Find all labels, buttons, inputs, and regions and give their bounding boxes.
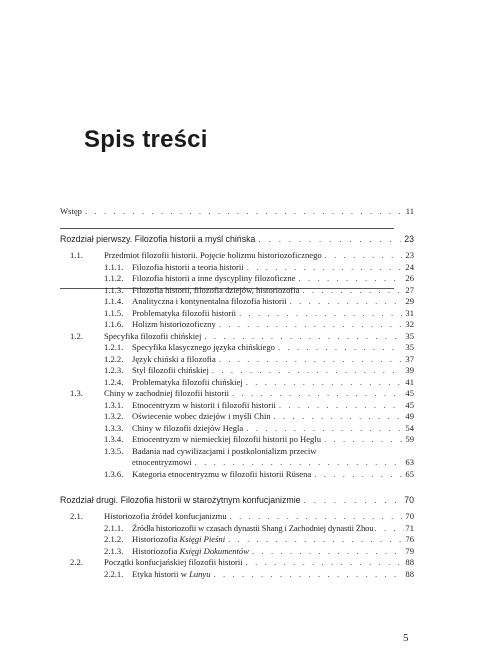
toc-entry-page: 23 [405,250,414,260]
toc-entry-title: Filozofia historii a inne dyscypliny filozoficzne [132,273,296,283]
toc-entry-number: 1.1. [70,250,83,260]
toc-subsection[interactable] [104,523,414,533]
toc-subsection[interactable] [104,411,414,421]
toc-entry-page: 70 [405,511,414,521]
leader-dots [246,377,403,387]
toc-subsection[interactable] [104,342,414,352]
toc-subsection[interactable] [104,285,414,295]
toc-subsection[interactable] [104,319,414,329]
toc-entry-number: 1.1.4. [104,296,124,306]
toc-entry-page: 37 [405,353,414,364]
toc-subsection[interactable] [104,546,414,556]
toc-entry-number: 1.3.3. [104,422,124,433]
leader-dots [314,469,402,479]
toc-subsection[interactable] [104,469,414,479]
toc-subsection[interactable] [104,423,414,433]
toc-entry-page: 88 [405,557,414,567]
toc-entry-number: 1.2.1. [104,342,124,352]
leader-dots [219,354,403,364]
toc-entry-title: Rozdział drugi. Filozofia historii w starożytnym konfucjanizmie [60,495,301,505]
toc-entry-number: 1.3.5. [104,445,124,456]
toc-subsection[interactable] [104,377,414,387]
leader-dots [228,534,402,544]
toc-entry-title [132,569,211,579]
toc-entry-title: Chiny w filozofii dziejów Hegla [132,422,244,433]
toc-entry-number: 1.2. [70,330,83,341]
leader-dots [279,400,402,410]
toc-entry-number: 1.3. [70,388,83,398]
toc-subsection[interactable] [104,569,414,579]
page-number: 5 [403,632,409,644]
toc-entry-page: 32 [405,319,414,329]
toc-entry-title: Język chiński a filozofia [132,353,216,364]
toc-entry-number: 1.1.1. [104,261,124,272]
leader-dots [239,308,402,318]
toc-entry-number: 2.1.3. [104,545,124,556]
leader-dots [214,569,403,579]
toc-entry-title: Specyfika klasycznego języka chińskiego [132,342,275,352]
toc-subsection[interactable] [104,434,414,444]
toc-entry-page: 27 [405,284,414,295]
toc-entry-title: Historiozofia źródeł konfucjanizmu [104,511,227,521]
toc-entry-page: 79 [405,545,414,556]
leader-dots [304,495,402,505]
toc-entry-title: Analityczna i kontynentalna filozofia historii [132,296,287,306]
leader-dots [298,273,402,283]
toc-entry-title: Etnocentryzm w historii i filozofii historii [132,399,276,410]
toc-entry-number: 2.2.1. [104,568,124,579]
leader-dots [232,388,402,398]
leader-dots [85,206,403,216]
leader-dots [252,546,402,556]
toc-entry-number: 2.2. [70,557,83,567]
toc-entry-page: 31 [405,307,414,318]
toc-entry-page: 23 [404,234,414,244]
toc-entry-page: 11 [405,206,414,216]
toc-entry-number: 1.2.4. [104,376,124,387]
toc-entry-page: 45 [405,399,414,410]
toc-chapter-1[interactable] [60,234,414,244]
toc-entry-number: 1.1.2. [104,273,124,283]
toc-entry-page: 29 [405,296,414,306]
leader-dots [212,365,403,375]
toc-entry-title: Badania nad cywilizacjami i postkolonializm przeciw [132,445,317,456]
toc-entry-title-plain: Etyka historii w [132,568,190,579]
leader-dots [204,331,402,341]
leader-dots [324,434,402,444]
toc-entry-title-italic: Księgi Pieśni [179,534,226,544]
leader-dots [274,411,403,421]
toc-subsection[interactable] [104,365,414,375]
toc-entry-title: Początki konfucjańskiej filozofii historii [104,557,243,567]
toc-entry-title: Wstęp [60,206,82,216]
toc-subsection[interactable] [104,354,414,364]
toc-entry-page: 71 [405,522,414,533]
toc-entry-title: Holizm historiozoficzny [132,319,216,329]
toc-entry-number: 1.3.2. [104,411,124,421]
toc-subsection[interactable] [104,273,414,283]
toc-entry-page: 24 [405,261,414,272]
toc-chapter-2[interactable] [60,495,414,505]
toc-entry-page: 39 [405,365,414,375]
toc-entry-title [132,546,249,556]
leader-dots [219,319,403,329]
leader-dots [302,285,402,295]
toc-entry-title: Problematyka filozofii historii [132,307,237,318]
toc-entry-number: 1.3.6. [104,468,124,479]
toc-entry-number: 1.1.5. [104,307,124,318]
toc-entry-title: Przedmiot filozofii historii. Pojęcie holizmu historiozoficznego [104,250,322,260]
toc-entry-title: Chiny w zachodniej filozofii historii [104,388,230,398]
toc-entry-title: Problematyka filozofii chińskiej [132,376,243,387]
leader-dots [374,523,404,533]
toc-entry-page: 35 [405,342,414,352]
toc-entry-number: 1.3.1. [104,399,124,410]
toc-entry-page: 65 [405,468,414,479]
leader-dots [195,457,403,467]
toc-entry-title-plain: Historiozofia [132,534,180,544]
leader-dots [278,342,402,352]
toc-section[interactable] [70,557,414,567]
toc-entry-title: Styl filozofii chińskiej [132,365,209,375]
page-title: Spis treści [84,126,208,153]
leader-dots [246,557,403,567]
toc-entry-page: 35 [405,330,414,341]
toc-entry-title: Etnocentryzm w niemieckiej filozofii historii po Heglu [132,434,322,444]
toc-entry-title: Filozofia historii a teoria historii [132,261,244,272]
toc-entry-number: 1.1.6. [104,319,124,329]
toc-subsection[interactable] [104,262,414,272]
toc-entry-page: 26 [405,273,414,283]
toc-entry-title: Specyfika filozofii chińskiej [104,330,202,341]
toc-entry-title-italic: Księgi Dokumentów [179,545,249,556]
leader-dots [247,262,403,272]
toc-subsection[interactable] [104,446,414,456]
toc-entry-page: 76 [405,534,414,544]
toc-entry-title: Rozdział pierwszy. Filozofia historii a myśl chińska [60,234,256,244]
toc-entry-title: Filozofia historii, filozofia dziejów, historiozofia [132,284,300,295]
toc-entry-page: 63 [405,457,414,467]
toc-section[interactable] [70,511,414,521]
toc-entry-number: 1.1.3. [104,284,124,295]
toc-entry-title: Źródła historiozofii w czasach dynastii Shang i Zachodniej dynastii Zhou [132,522,374,533]
toc-entry-number: 2.1.2. [104,534,124,544]
toc-entry-page: 70 [404,495,414,505]
toc-entry-title-italic: Lunyu [189,568,211,579]
toc-entry-number: 1.2.2. [104,353,124,364]
toc-subsection-continuation[interactable] [132,457,414,467]
toc-entry-page: 59 [405,434,414,444]
toc-entry-number: 2.1.1. [104,522,124,533]
divider [60,228,394,229]
toc-subsection[interactable] [104,534,414,544]
toc-entry-title [132,534,225,544]
toc-subsection[interactable] [104,400,414,410]
toc-entry-title-continuation: etnocentryzmowi [132,457,192,467]
toc-section[interactable] [70,250,414,260]
leader-dots [258,234,401,244]
toc-entry-page: 41 [405,376,414,387]
leader-dots [290,296,403,306]
toc-entry-number: 2.1. [70,511,83,521]
toc-subsection[interactable] [104,308,414,318]
toc-entry-title-plain: Historiozofia [132,545,180,556]
toc-entry-title: Oświecenie wobec dziejów i myśli Chin [132,411,271,421]
toc-subsection[interactable] [104,296,414,306]
toc-entry-number: 1.3.4. [104,434,124,444]
toc-entry-page: 88 [405,568,414,579]
toc-entry-page: 45 [405,388,414,398]
leader-dots [246,423,402,433]
toc-entry-page: 54 [405,422,414,433]
leader-dots [325,250,403,260]
toc-entry-intro[interactable] [60,206,414,216]
leader-dots [230,511,403,521]
toc-section[interactable] [70,331,414,341]
toc-entry-page: 49 [405,411,414,421]
toc-entry-title: Kategoria etnocentryzmu w filozofii historii Rüsena [132,468,312,479]
toc-section[interactable] [70,388,414,398]
toc-entry-number: 1.2.3. [104,365,124,375]
